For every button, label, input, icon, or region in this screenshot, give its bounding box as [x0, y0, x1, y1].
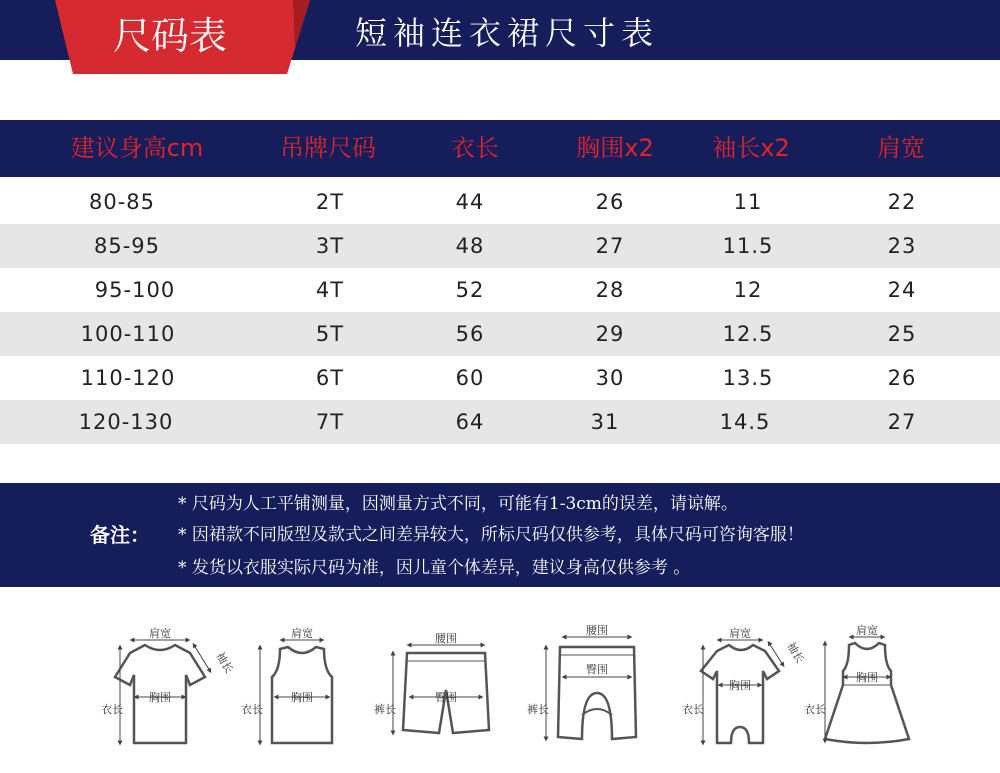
hip-label: 臀围: [435, 691, 457, 704]
cell-sleeve: 12: [733, 278, 763, 302]
cell-length: 44: [455, 190, 485, 214]
notes-label: 备注：: [90, 523, 150, 547]
waist-label: 腰围: [435, 632, 457, 645]
cell-sleeve: 12.5: [722, 322, 774, 346]
note-item: * 发货以衣服实际尺码为准，因儿童个体差异，建议身高仅供参考 。: [178, 558, 691, 578]
cell-chest: 28: [595, 278, 625, 302]
cell-shoulder: 22: [887, 190, 917, 214]
cell-tag-size: 6T: [315, 366, 345, 390]
note-item: * 因裙款不同版型及款式之间差异较大，所标尺码仅供参考，具体尺码可咨询客服！: [178, 525, 804, 545]
table-row: [0, 356, 1000, 400]
cell-shoulder: 24: [887, 278, 917, 302]
cell-tag-size: 7T: [315, 410, 345, 434]
table-row: [0, 224, 1000, 268]
length-label: 衣长: [682, 703, 704, 716]
shoulder-label: 肩宽: [291, 627, 313, 640]
table-row: [0, 400, 1000, 444]
cell-tag-size: 5T: [315, 322, 345, 346]
cell-shoulder: 23: [887, 234, 917, 258]
vest-diagram-icon: [240, 615, 365, 755]
cell-sleeve: 13.5: [722, 366, 774, 390]
note-item: * 尺码为人工平铺测量，因测量方式不同，可能有1-3cm的误差，请谅解。: [178, 494, 738, 514]
cell-chest: 30: [595, 366, 625, 390]
shorts-diagram-icon: [375, 615, 505, 755]
column-header-sleeve: 袖长x2: [712, 134, 790, 162]
cell-tag-size: 2T: [315, 190, 345, 214]
cell-chest: 27: [595, 234, 625, 258]
badge-label: 尺码表: [112, 14, 227, 58]
cell-tag-size: 3T: [315, 234, 345, 258]
cell-tag-size: 4T: [315, 278, 345, 302]
measurement-diagrams: [90, 615, 920, 765]
length-label: 衣长: [101, 703, 123, 716]
title-badge: [55, 0, 310, 76]
chest-label: 胸围: [149, 691, 171, 704]
cell-length: 56: [455, 322, 485, 346]
tshirt-diagram-icon: [90, 615, 236, 755]
sleeve-label: 袖长: [213, 650, 236, 676]
hip-label: 臀围: [586, 663, 608, 676]
cell-height: 100-110: [80, 322, 176, 346]
cell-height: 80-85: [88, 190, 156, 214]
notes-panel: [0, 483, 1000, 587]
table-header: [0, 120, 1000, 177]
length-label: 衣长: [241, 703, 263, 716]
title-bar: [0, 0, 1000, 60]
cell-chest: 26: [595, 190, 625, 214]
cell-length: 64: [455, 410, 485, 434]
open-crotch-shorts-diagram-icon: [527, 615, 655, 755]
waist-label: 腰围: [586, 624, 608, 637]
cell-length: 48: [455, 234, 485, 258]
length-label: 裤长: [374, 703, 396, 716]
chest-label: 胸围: [856, 671, 878, 684]
romper-diagram-icon: [675, 615, 805, 755]
chest-label: 胸围: [291, 691, 313, 704]
sleeve-label: 袖长: [784, 640, 807, 666]
table-row: [0, 312, 1000, 356]
cell-shoulder: 27: [887, 410, 917, 434]
cell-sleeve: 14.5: [719, 410, 771, 434]
cell-chest: 31: [590, 410, 620, 434]
shoulder-label: 肩宽: [729, 627, 751, 640]
table-row: [0, 268, 1000, 312]
length-label: 衣长: [804, 703, 826, 716]
column-header-tag-size: 吊牌尺码: [280, 134, 376, 162]
cell-shoulder: 25: [887, 322, 917, 346]
shoulder-label: 肩宽: [856, 624, 878, 637]
column-header-height: 建议身高cm: [70, 134, 204, 162]
column-header-chest: 胸围x2: [576, 134, 654, 162]
cell-shoulder: 26: [887, 366, 917, 390]
cell-chest: 29: [595, 322, 625, 346]
column-header-shoulder: 肩宽: [877, 134, 925, 162]
column-header-length: 衣长: [451, 134, 499, 162]
cell-length: 60: [455, 366, 485, 390]
cell-height: 120-130: [78, 410, 174, 434]
table-row: [0, 180, 1000, 224]
cell-sleeve: 11: [733, 190, 763, 214]
shoulder-label: 肩宽: [149, 627, 171, 640]
dress-diagram-icon: [805, 615, 920, 755]
cell-sleeve: 11.5: [722, 234, 774, 258]
cell-height: 110-120: [80, 366, 176, 390]
length-label: 裤长: [527, 703, 549, 716]
page-title: 短袖连衣裙尺寸表: [355, 14, 660, 52]
cell-length: 52: [455, 278, 485, 302]
chest-label: 胸围: [729, 679, 751, 692]
cell-height: 85-95: [93, 234, 161, 258]
cell-height: 95-100: [94, 278, 176, 302]
